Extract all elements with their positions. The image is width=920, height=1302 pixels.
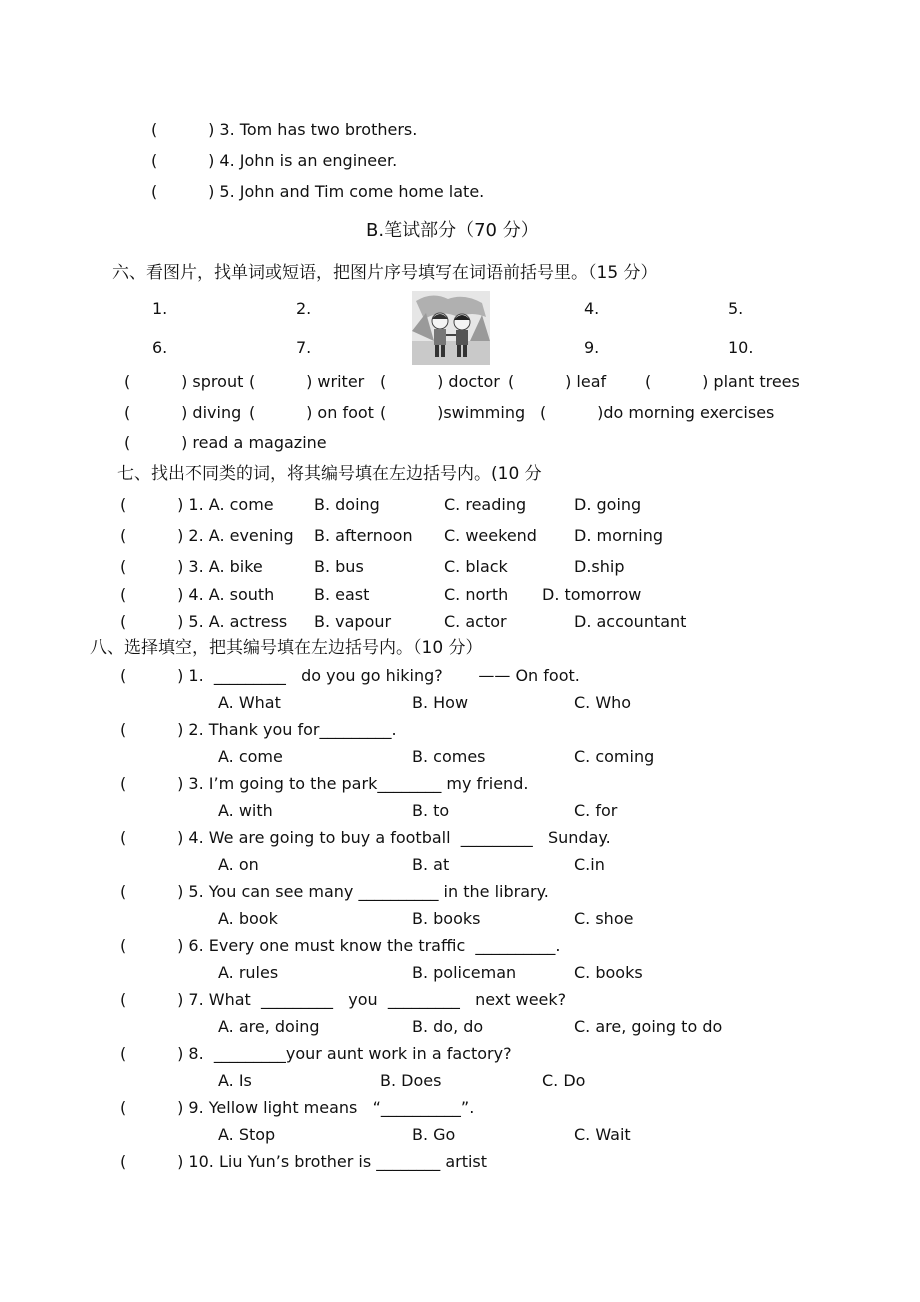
sec8-q5-b: B. books [412, 909, 481, 928]
sec8-q2-c: C. coming [574, 747, 655, 766]
sec8-q6-c: C. books [574, 963, 643, 982]
pic-num-9: 9. [584, 338, 600, 357]
section-b-title: B.笔试部分（70 分） [366, 220, 539, 241]
sec7-q5-d: D. accountant [574, 612, 687, 631]
sec5-q3: ( ) 3. Tom has two brothers. [151, 120, 418, 139]
sec7-q4: ( ) 4. A. south [120, 585, 275, 604]
sec8-q10: ( ) 10. Liu Yun’s brother is ________ artist [120, 1152, 488, 1171]
sec8-q7-c: C. are, going to do [574, 1017, 723, 1036]
sec8-q4-c: C.in [574, 855, 605, 874]
sec8-q6-a: A. rules [218, 963, 279, 982]
sec8-q8-b: B. Does [380, 1071, 442, 1090]
sec6-on-foot: ( ) on foot [249, 403, 374, 422]
sec8-q8-c: C. Do [542, 1071, 586, 1090]
sec8-q9-c: C. Wait [574, 1125, 631, 1144]
pic-num-4: 4. [584, 299, 600, 318]
sec8-q2-a: A. come [218, 747, 283, 766]
sec7-q1-b: B. doing [314, 495, 380, 514]
sec8-q7: ( ) 7. What _________ you _________ next week? [120, 990, 567, 1009]
sec6-morning-exercises: ( )do morning exercises [540, 403, 775, 422]
sec7-q5-c: C. actor [444, 612, 507, 631]
pic-num-2: 2. [296, 299, 312, 318]
sec6-read-magazine: ( ) read a magazine [124, 433, 327, 452]
sec8-q3-c: C. for [574, 801, 618, 820]
sec8-q1-a: A. What [218, 693, 281, 712]
sec8-q5-c: C. shoe [574, 909, 634, 928]
sec8-q1-c: C. Who [574, 693, 632, 712]
sec8-q9-b: B. Go [412, 1125, 456, 1144]
sec7-q1-d: D. going [574, 495, 642, 514]
sec8-q6: ( ) 6. Every one must know the traffic __________. [120, 936, 561, 955]
sec7-q4-d: D. tomorrow [542, 585, 642, 604]
sec7-q3: ( ) 3. A. bike [120, 557, 263, 576]
sec8-q4: ( ) 4. We are going to buy a football _________ Sunday. [120, 828, 611, 847]
sec8-q5: ( ) 5. You can see many __________ in the library. [120, 882, 549, 901]
sec5-q4: ( ) 4. John is an engineer. [151, 151, 398, 170]
sec7-q2-c: C. weekend [444, 526, 537, 545]
sec6-swimming: ( )swimming [380, 403, 526, 422]
sec7-q2-b: B. afternoon [314, 526, 413, 545]
sec8-q8-a: A. Is [218, 1071, 252, 1090]
sec7-q4-b: B. east [314, 585, 370, 604]
sec5-q5: ( ) 5. John and Tim come home late. [151, 182, 485, 201]
sec7-q3-c: C. black [444, 557, 508, 576]
pic-num-1: 1. [152, 299, 168, 318]
sec8-q3: ( ) 3. I’m going to the park________ my friend. [120, 774, 529, 793]
sec8-q3-a: A. with [218, 801, 273, 820]
pic-num-5: 5. [728, 299, 744, 318]
sec7-q3-b: B. bus [314, 557, 364, 576]
sec8-q6-b: B. policeman [412, 963, 517, 982]
sec8-q4-b: B. at [412, 855, 450, 874]
pic-num-7: 7. [296, 338, 312, 357]
sec8-q7-a: A. are, doing [218, 1017, 320, 1036]
sec8-q5-a: A. book [218, 909, 278, 928]
sec8-heading: 八、选择填空，把其编号填在左边括号内。（10 分） [90, 638, 483, 658]
sec6-plant-trees: ( ) plant trees [645, 372, 800, 391]
sec7-q2-d: D. morning [574, 526, 664, 545]
sec8-q8: ( ) 8. _________your aunt work in a factory? [120, 1044, 512, 1063]
sec8-q9: ( ) 9. Yellow light means “__________”. [120, 1098, 475, 1117]
sec8-q4-a: A. on [218, 855, 259, 874]
sec8-q1: ( ) 1. _________ do you go hiking? —— On foot. [120, 666, 580, 685]
sec7-q5: ( ) 5. A. actress [120, 612, 288, 631]
sec7-q1-c: C. reading [444, 495, 527, 514]
sec7-heading: 七、找出不同类的词，将其编号填在左边括号内。(10 分 [117, 464, 542, 484]
sec8-q3-b: B. to [412, 801, 450, 820]
sec7-q2: ( ) 2. A. evening [120, 526, 294, 545]
children-walking-picture [412, 291, 490, 365]
sec6-diving: ( ) diving [124, 403, 242, 422]
sec8-q1-b: B. How [412, 693, 469, 712]
sec7-q3-d: D.ship [574, 557, 625, 576]
sec6-leaf: ( ) leaf [508, 372, 607, 391]
sec6-sprout: ( ) sprout [124, 372, 244, 391]
sec6-doctor: ( ) doctor [380, 372, 500, 391]
sec8-q7-b: B. do, do [412, 1017, 484, 1036]
sec6-heading: 六、看图片，找单词或短语，把图片序号填写在词语前括号里。（15 分） [112, 263, 658, 283]
sec7-q1: ( ) 1. A. come [120, 495, 274, 514]
sec6-writer: ( ) writer [249, 372, 365, 391]
pic-num-6: 6. [152, 338, 168, 357]
sec7-q5-b: B. vapour [314, 612, 392, 631]
pic-num-10: 10. [728, 338, 754, 357]
sec7-q4-c: C. north [444, 585, 509, 604]
sec8-q9-a: A. Stop [218, 1125, 276, 1144]
sec8-q2-b: B. comes [412, 747, 486, 766]
sec8-q2: ( ) 2. Thank you for_________. [120, 720, 397, 739]
